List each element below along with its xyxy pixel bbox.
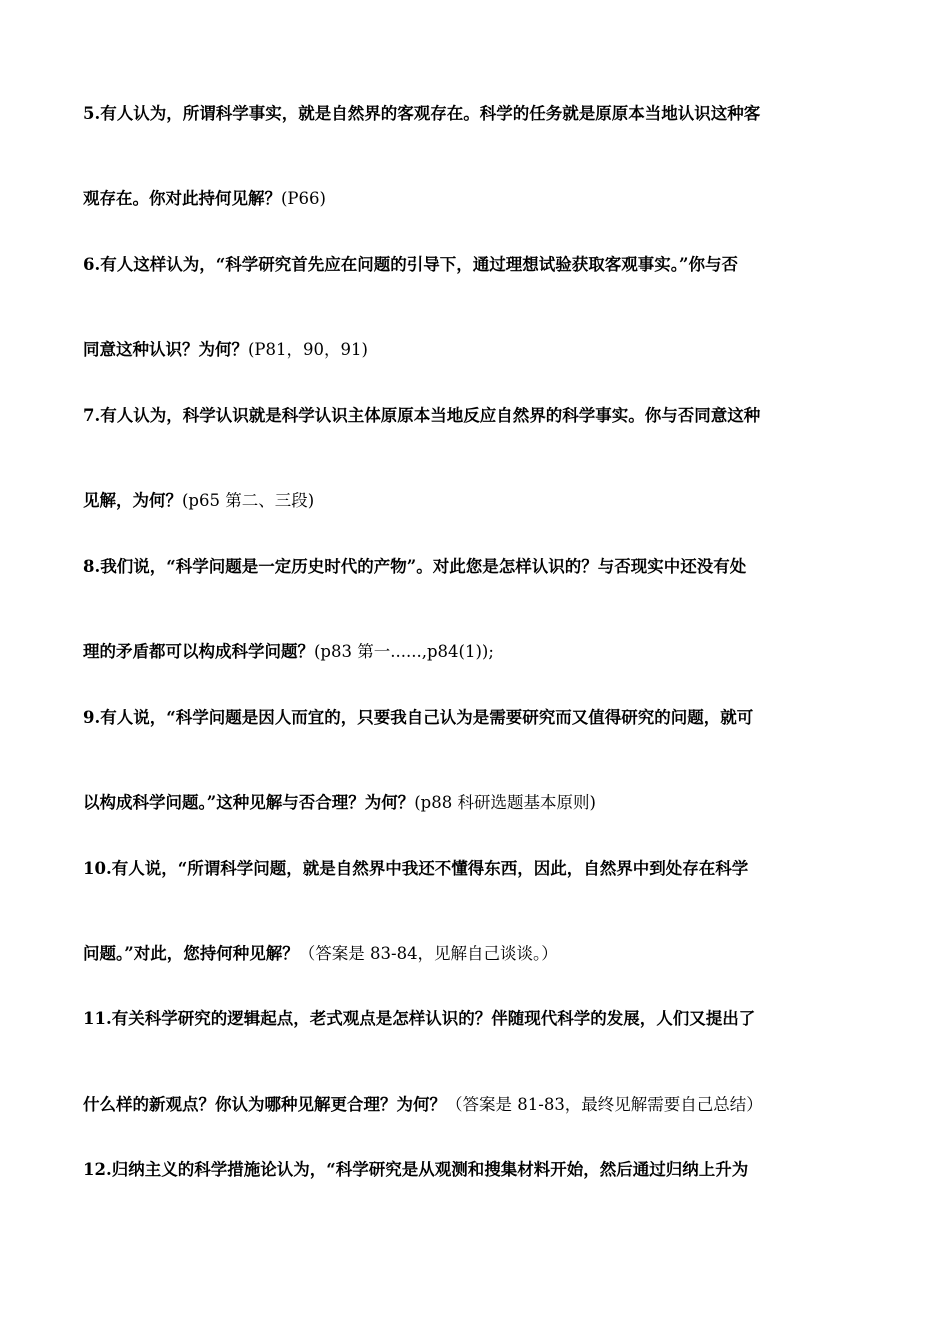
question-7-line-2 (83, 490, 873, 512)
question-6-line-2 (83, 339, 873, 361)
question-11-line-1: 11.有关科学研究的逻辑起点，老式观点是怎样认识的？伴随现代科学的发展，人们又提出了 (83, 1009, 756, 1028)
question-7-text: 见解，为何？ (83, 491, 182, 510)
question-11-page-ref: （答案是 81-83，最终见解需要自己总结） (446, 1095, 763, 1114)
question-5-text: 观存在。你对此持何见解？ (83, 189, 281, 208)
question-10-line-2 (83, 943, 873, 965)
question-9-line-2 (83, 792, 873, 814)
question-9-page-ref: (p88 科研选题基本原则) (414, 793, 596, 812)
question-6-text: 同意这种认识？为何？ (83, 340, 248, 359)
question-9-line-1: 9.有人说，“科学问题是因人而宜的，只要我自己认为是需要研究而又值得研究的问题，就可 (83, 708, 754, 727)
question-7-page-ref: (p65 第二、三段) (182, 491, 315, 510)
question-11-line-2 (83, 1094, 873, 1116)
question-10-text: 问题。”对此，您持何种见解？ (83, 944, 299, 963)
question-6-line-1: 6.有人这样认为，“科学研究首先应在问题的引导下，通过理想试验获取客观事实。”你与否 (83, 255, 738, 274)
question-8-page-ref: (p83 第一......,p84(1)); (314, 642, 494, 661)
question-11-text: 什么样的新观点？你认为哪种见解更合理？为何？ (83, 1095, 446, 1114)
question-5-line-1: 5.有人认为，所谓科学事实，就是自然界的客观存在。科学的任务就是原原本当地认识这种客 (83, 104, 761, 123)
question-9-text: 以构成科学问题。”这种见解与否合理？为何？ (83, 793, 415, 812)
question-8-line-2 (83, 641, 873, 663)
question-7-line-1: 7.有人认为，科学认识就是科学认识主体原原本当地反应自然界的科学事实。你与否同意这种 (83, 406, 761, 425)
question-10-page-ref: （答案是 83-84，见解自己谈谈。） (298, 944, 558, 963)
question-12-line-1: 12.归纳主义的科学措施论认为，“科学研究是从观测和搜集材料开始，然后通过归纳上升为 (83, 1160, 749, 1179)
question-5-line-2 (83, 188, 873, 210)
question-6-page-ref: (P81，90，91) (248, 340, 368, 359)
question-10-line-1: 10.有人说，“所谓科学问题，就是自然界中我还不懂得东西，因此，自然界中到处存在科学 (83, 859, 749, 878)
question-5-page-ref: (P66) (281, 189, 326, 208)
question-8-text: 理的矛盾都可以构成科学问题？ (83, 642, 314, 661)
question-8-line-1: 8.我们说，“科学问题是一定历史时代的产物”。对此您是怎样认识的？与否现实中还没有处 (83, 557, 747, 576)
